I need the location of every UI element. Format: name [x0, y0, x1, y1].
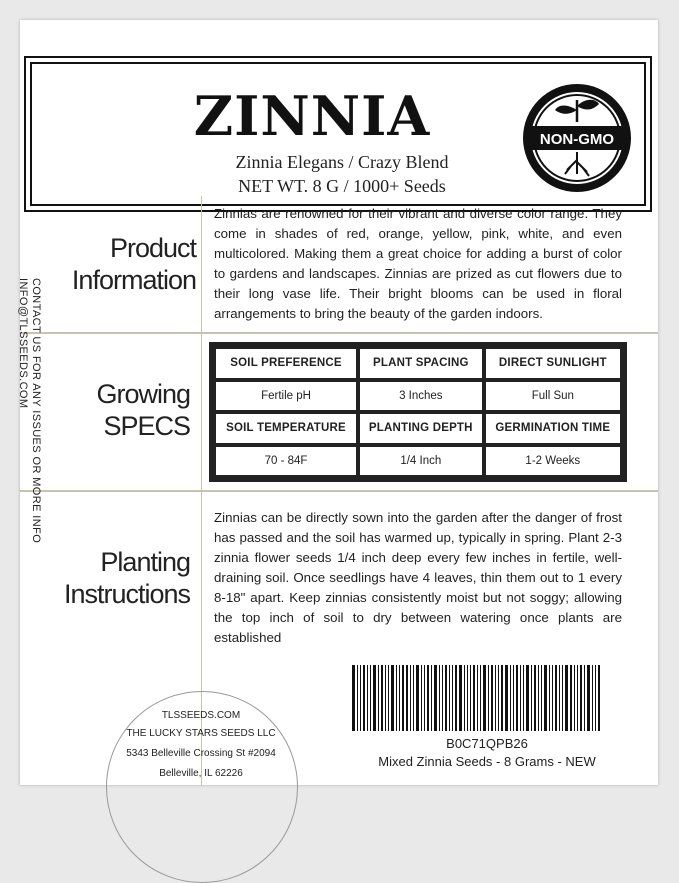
spec-value: Fertile pH	[216, 382, 356, 411]
product-information-heading: Product Information	[71, 233, 196, 295]
city-address: Belleville, IL 62226	[159, 768, 243, 779]
net-weight: NET WT. 8 G / 1000+ Seeds	[238, 176, 446, 196]
seed-packet-label	[17, 20, 658, 785]
growing-specs-table	[209, 342, 627, 482]
header-inner-border	[30, 62, 646, 206]
spec-label: SOIL TEMPERATURE	[216, 414, 356, 443]
non-gmo-badge-icon	[521, 82, 633, 194]
barcode-description: Mixed Zinnia Seeds - 8 Grams - NEW	[378, 754, 596, 769]
company-name: THE LUCKY STARS SEEDS LLC	[126, 728, 276, 739]
section-divider-2	[20, 490, 658, 492]
product-title: ZINNIA	[193, 84, 431, 148]
spec-label: PLANTING DEPTH	[360, 414, 482, 443]
spec-value: Full Sun	[486, 382, 620, 411]
section-divider-1	[20, 332, 658, 334]
spec-value: 1/4 Inch	[360, 447, 482, 476]
planting-instructions-heading: Planting Instructions	[63, 547, 190, 609]
spec-value: 3 Inches	[360, 382, 482, 411]
spec-value: 70 - 84F	[216, 447, 356, 476]
spec-label: SOIL PREFERENCE	[216, 349, 356, 378]
header-box	[24, 56, 652, 212]
planting-instructions-text: Zinnias can be directly sown into the garden after the danger of frost has passed and the soil has warmed up, typically in spring. Plant 2-3 zinnia flower seeds 1/4 inch deep every few inches in fertile, well-draining soil. Once seedlings have 4 leaves, thin them out to 1 every 8-18" apart. Keep zinnias consistently moist but not soggy; allowing the top inch of soil to dry between watering once plants are established	[214, 510, 622, 645]
contact-email: INFO@TLSSEEDS.COM	[17, 278, 29, 409]
spec-label: PLANT SPACING	[360, 349, 482, 378]
website: TLSSEEDS.COM	[161, 710, 241, 721]
barcode-number: B0C71QPB26	[446, 736, 528, 751]
spec-label: GERMINATION TIME	[486, 414, 620, 443]
svg-text:NON-GMO: NON-GMO	[539, 131, 615, 148]
barcode-icon	[352, 665, 620, 731]
contact-line: CONTACT US FOR ANY ISSUES OR MORE INFO	[30, 278, 42, 544]
product-subtitle: Zinnia Elegans / Crazy Blend	[235, 152, 449, 172]
product-information-text: Zinnias are renowned for their vibrant and diverse color range. They come in shades of red, orange, yellow, pink, white, and even multicolored. Making them a great choice for adding a burst of color to gardens and landscapes. Zinnias are prized as cut flowers due to their long vase life. Their bright blooms can be used in floral arrangements to bring the beauty of the garden indoors.	[214, 206, 622, 321]
growing-specs-heading: Growing SPECS	[96, 379, 190, 441]
spec-value: 1-2 Weeks	[486, 447, 620, 476]
spec-label: DIRECT SUNLIGHT	[486, 349, 620, 378]
street-address: 5343 Belleville Crossing St #2094	[126, 748, 276, 759]
